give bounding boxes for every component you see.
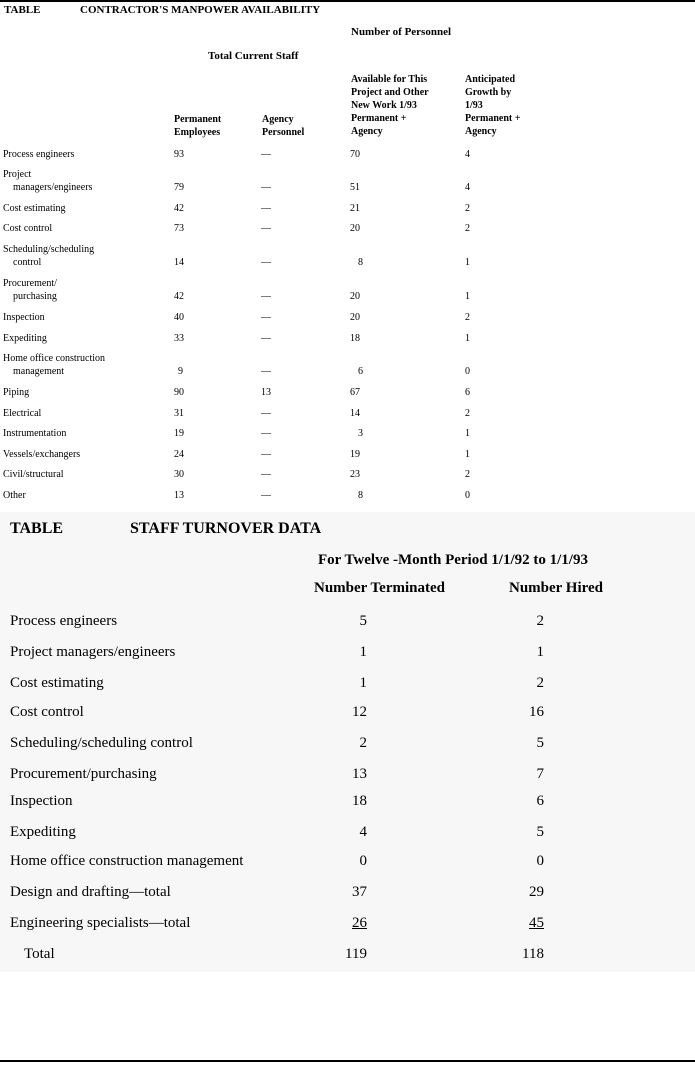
- span-header: Number of Personnel: [351, 26, 452, 38]
- table-caption: [4, 4, 321, 16]
- column-header-growth: Anticipated Growth by 1/93 Permanent + Agency: [465, 74, 521, 137]
- staff-turnover-table: TABLE STAFF TURNOVER DATA For Twelve -Month Period 1/1/92 to 1/1/93 Number Terminated Number Hired Process engineers 5 2 Project managers/engineers 1 1 Cost estimating 1 2 Cost control 12 16 Scheduling/scheduling control 2 5 Procurement/purchasing 13 7 Inspection 18 6 Expediting 4 5 Home office construction management 0 0 Design and drafting—total 37 29 Engineering specialists—total 26 45 Total 119 118: [0, 512, 695, 972]
- period-header: For Twelve -Month Period 1/1/92 to 1/1/93: [318, 552, 588, 568]
- column-header-agency: Agency Personnel: [262, 114, 305, 138]
- column-header-available: Available for This Project and Other New Work 1/93 Permanent + Agency: [351, 74, 429, 137]
- subspan-header: Total Current Staff: [208, 50, 299, 62]
- table-label: TABLE: [10, 520, 64, 537]
- table-caption: [10, 520, 322, 538]
- manpower-availability-table: TABLE CONTRACTOR'S MANPOWER AVAILABILITY Number of Personnel Total Current Staff Permanent Employees Agency Personnel Available for This Project and Other New Work 1/93 Permanent + Agency Anticipated Growth by 1/93 Permanent + Agency Process engineers 93 — 70 4 Project managers/engineers 79 — 51 4 Cost estimating 42 — 21 2 Cost control 73 — 20 2 Scheduling/scheduling control 14 — 8 1 Procurement/ purchasing 42 — 20 1 Inspection 40 — 20 2 Expediting 33 — 18 1 Home office construction management 9 — 6 0 Piping 90 13 67 6 Electrical 31 — 14 2 Instrumentation 19 — 3 1 Vessels/exchangers 24 — 19 1 Civil/structural 30 — 23 2 Other 13 — 8 0: [3, 4, 521, 501]
- table-title: STAFF TURNOVER DATA: [130, 520, 322, 537]
- table-title: CONTRACTOR'S MANPOWER AVAILABILITY: [80, 4, 321, 16]
- bottom-rule: [0, 1060, 695, 1062]
- column-header-hired: Number Hired: [509, 580, 604, 596]
- column-header-terminated: Number Terminated: [314, 580, 445, 596]
- table-label: TABLE: [4, 4, 41, 16]
- column-header-permanent: Permanent Employees: [174, 114, 222, 138]
